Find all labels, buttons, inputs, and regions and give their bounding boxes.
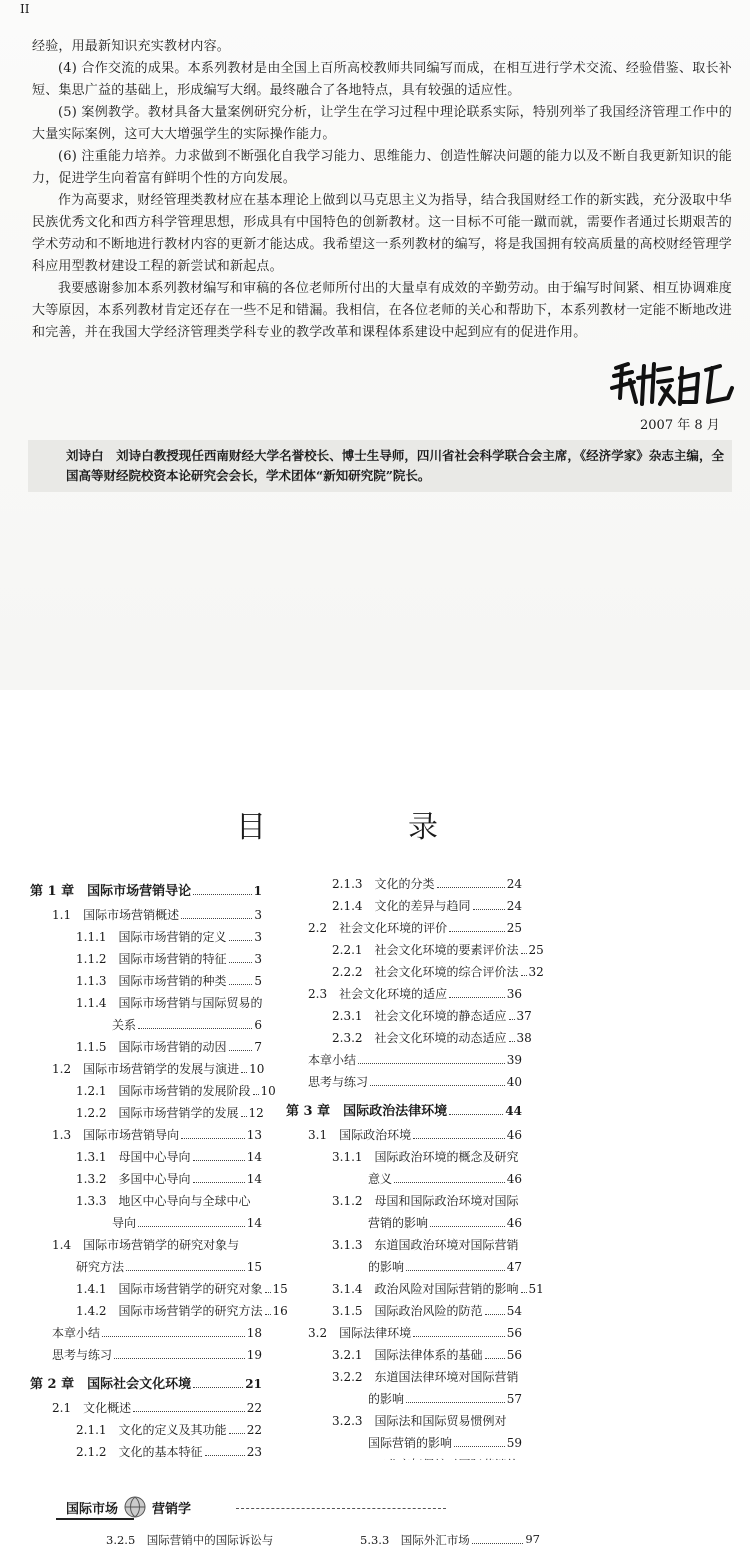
toc-entry bbox=[286, 983, 522, 1005]
dot-leader bbox=[521, 975, 527, 976]
toc-entry-title: 1.3 国际市场营销导向 bbox=[52, 1128, 180, 1142]
toc-entry-page: 15 bbox=[272, 1282, 288, 1296]
preface-paragraph: (4) 合作交流的成果。本系列教材是由全国上百所高校教师共同编写而成，在相互进行学术交流、经验借鉴、取长补短、集思广益的基础上，形成编写大纲。最终融合了各地特点，具有较强的适应性。 bbox=[32, 61, 732, 98]
dot-leader bbox=[406, 1402, 505, 1403]
toc-entry-title: 1.3.1 母国中心导向 bbox=[76, 1150, 191, 1164]
dot-leader bbox=[193, 894, 252, 895]
preface-paragraph: (6) 注重能力培养。力求做到不断强化自我学习能力、思维能力、创造性解决问题的能力以及不断自我更新知识的能力，促进学生向着富有鲜明个性的方向发展。 bbox=[32, 149, 732, 186]
toc-entry-title: 1.2.1 国际市场营销的发展阶段 bbox=[76, 1084, 251, 1098]
toc-entry-title: 2.2 社会文化环境的评价 bbox=[308, 921, 448, 935]
dot-leader bbox=[181, 918, 252, 919]
toc-entry bbox=[30, 1124, 262, 1146]
toc-entry-title: 的影响 bbox=[368, 1392, 405, 1406]
toc-entry-title: 营销的影响 bbox=[368, 1216, 429, 1230]
toc-entry-title: 关系 bbox=[112, 1018, 137, 1032]
header-right-text: 营销学 bbox=[152, 1501, 192, 1517]
toc-entry-title: 1.1.1 国际市场营销的定义 bbox=[76, 930, 227, 944]
toc-entry-page: 44 bbox=[505, 1104, 522, 1118]
toc-entry-page: 40 bbox=[506, 1075, 522, 1089]
preface-paragraph: 作为高要求，财经管理类教材应在基本理论上做到以马克思主义为指导，结合我国财经工作的新实践，充分汲取中华民族优秀文化和西方科学管理思想，形成具有中国特色的创新教材。这一目标不可能一蹴而就，需要作者通过长期艰苦的学术劳动和不断地进行教材内容的更新才能达成。我希望这一系列教材的编写，将是我国拥有较高质量的高校财经管理学科应用型教材建设工程的新尝试和新起点。 bbox=[32, 193, 732, 274]
toc-entry-title: 2.2.2 社会文化环境的综合评价法 bbox=[332, 965, 519, 979]
dot-leader bbox=[485, 1314, 505, 1315]
toc-entry bbox=[30, 1419, 262, 1441]
toc-entry-page: 5 bbox=[254, 974, 262, 988]
toc-entry bbox=[286, 1344, 522, 1366]
toc-entry bbox=[30, 1372, 262, 1397]
dot-leader bbox=[229, 1433, 245, 1434]
toc-entry bbox=[30, 1322, 262, 1344]
toc-entry-title: 3.1 国际政治环境 bbox=[308, 1128, 412, 1142]
toc-entry-title: 3.1.3 东道国政治环境对国际营销 bbox=[332, 1238, 519, 1252]
toc-entry-page: 59 bbox=[506, 1436, 522, 1450]
toc-entry-page: 32 bbox=[528, 965, 544, 979]
dot-leader bbox=[253, 1094, 259, 1095]
toc-entry bbox=[286, 1234, 522, 1256]
dot-leader bbox=[114, 1358, 245, 1359]
dot-leader bbox=[229, 940, 253, 941]
toc-entry-page: 14 bbox=[246, 1216, 262, 1230]
toc-entry bbox=[30, 1036, 262, 1058]
toc-entry bbox=[286, 1300, 522, 1322]
toc-entry-title: 3.2 国际法律环境 bbox=[308, 1326, 412, 1340]
toc-entry bbox=[286, 1432, 522, 1454]
toc-entry-title: 第 1 章 国际市场营销导论 bbox=[30, 884, 192, 899]
dot-leader bbox=[229, 984, 253, 985]
toc-entry-title: 本章小结 bbox=[308, 1053, 357, 1067]
toc-entry-title: 1.3.3 地区中心导向与全球中心 bbox=[76, 1194, 251, 1208]
toc-entry bbox=[30, 1212, 262, 1234]
toc-entry bbox=[286, 1071, 522, 1093]
preface-date: 2007 年 8 月 bbox=[640, 418, 720, 433]
toc-entry bbox=[30, 1278, 288, 1300]
toc-entry-title: 1.1.4 国际市场营销与国际贸易的 bbox=[76, 996, 263, 1010]
toc-entry-title: 3.2.2 东道国法律环境对国际营销 bbox=[332, 1370, 519, 1384]
toc-entry bbox=[286, 1278, 544, 1300]
dot-leader bbox=[229, 1050, 253, 1051]
dot-leader bbox=[449, 997, 505, 998]
toc-entry bbox=[286, 895, 522, 917]
toc-entry bbox=[286, 1410, 522, 1432]
toc-entry-page: 21 bbox=[245, 1377, 262, 1391]
toc-entry bbox=[30, 1234, 262, 1256]
dot-leader bbox=[193, 1387, 243, 1388]
toc-left-column bbox=[30, 873, 288, 1463]
dot-leader bbox=[138, 1226, 245, 1227]
toc-entry-title: 3.1.1 国际政治环境的概念及研究 bbox=[332, 1150, 519, 1164]
author-bio: 刘诗白 刘诗白教授现任西南财经大学名誉校长、博士生导师，四川省社会科学联合会主席，《经济学家》杂志主编，全国高等财经院校资本论研究会会长，学术团体“新知研究院”院长。 bbox=[28, 440, 732, 492]
toc-entry bbox=[30, 1168, 262, 1190]
toc-entry-title: 意义 bbox=[368, 1172, 393, 1186]
toc-entry bbox=[286, 1124, 522, 1146]
toc-entry bbox=[286, 1322, 522, 1344]
toc-entry bbox=[30, 1080, 276, 1102]
toc-entry-page: 39 bbox=[506, 1053, 522, 1067]
toc-entry-title: 1.4.1 国际市场营销学的研究对象 bbox=[76, 1282, 263, 1296]
toc-entry bbox=[30, 904, 262, 926]
dot-leader bbox=[430, 1226, 505, 1227]
toc-entry-title: 国际营销的影响 bbox=[368, 1436, 453, 1450]
toc-entry-page: 56 bbox=[506, 1326, 522, 1340]
toc-entry-title: 2.3 社会文化环境的适应 bbox=[308, 987, 448, 1001]
toc-entry bbox=[286, 1049, 522, 1071]
dot-leader bbox=[449, 931, 505, 932]
toc-entry-title: 的影响 bbox=[368, 1260, 405, 1274]
toc-entry bbox=[286, 1256, 522, 1278]
toc-entry bbox=[286, 1212, 522, 1234]
toc-entry bbox=[30, 879, 262, 904]
toc-entry bbox=[30, 1102, 262, 1124]
dot-leader bbox=[406, 1270, 505, 1271]
toc-entry-page: 38 bbox=[516, 1031, 532, 1045]
toc-entry bbox=[286, 961, 544, 983]
dot-leader bbox=[193, 1182, 245, 1183]
toc-entry-title: 3.2.1 国际法律体系的基础 bbox=[332, 1348, 483, 1362]
toc-entry-title: 本章小结 bbox=[52, 1326, 101, 1340]
toc-entry-page: 16 bbox=[272, 1304, 288, 1318]
dot-leader bbox=[454, 1446, 505, 1447]
toc-entry bbox=[286, 1027, 532, 1049]
next-page bbox=[0, 1460, 750, 1546]
toc-entry-page: 14 bbox=[246, 1172, 262, 1186]
header-dash-line bbox=[236, 1508, 446, 1509]
toc-page bbox=[0, 690, 750, 1460]
toc-entry-title: 2.1 文化概述 bbox=[52, 1401, 132, 1415]
toc-entry-page: 25 bbox=[506, 921, 522, 935]
preface-page bbox=[0, 0, 750, 690]
dot-leader bbox=[265, 1292, 271, 1293]
toc-entry-title: 1.3.2 多国中心导向 bbox=[76, 1172, 191, 1186]
toc-entry bbox=[30, 1014, 262, 1036]
toc-entry-title: 1.4.2 国际市场营销学的研究方法 bbox=[76, 1304, 263, 1318]
toc-entry-title: 2.3.1 社会文化环境的静态适应 bbox=[332, 1009, 507, 1023]
toc-entry bbox=[286, 1168, 522, 1190]
toc-entry-page: 10 bbox=[260, 1084, 276, 1098]
toc-entry-page: 10 bbox=[249, 1062, 265, 1076]
toc-entry bbox=[30, 970, 262, 992]
toc-entry-title: 1.2 国际市场营销学的发展与演进 bbox=[52, 1062, 240, 1076]
dot-leader bbox=[485, 1358, 505, 1359]
dot-leader bbox=[509, 1019, 515, 1020]
toc-entry-page: 51 bbox=[528, 1282, 544, 1296]
dot-leader bbox=[138, 1028, 252, 1029]
toc-entry-title: 2.2.1 社会文化环境的要素评价法 bbox=[332, 943, 519, 957]
toc-entry bbox=[286, 939, 544, 961]
toc-entry bbox=[30, 948, 262, 970]
toc-entry-page: 23 bbox=[246, 1445, 262, 1459]
dot-leader bbox=[437, 887, 505, 888]
dot-leader bbox=[473, 909, 505, 910]
preface-paragraph: (5) 案例教学。教材具备大量案例研究分析，让学生在学习过程中理论联系实际，特别列举了我国经济管理工作中的大量实际案例，这可大大增强学生的实际操作能力。 bbox=[32, 105, 732, 142]
toc-entry bbox=[286, 1099, 522, 1124]
toc-entry-page: 3 bbox=[254, 952, 262, 966]
toc-entry bbox=[30, 1146, 262, 1168]
toc-entry-title: 研究方法 bbox=[76, 1260, 125, 1274]
toc-entry bbox=[30, 1300, 288, 1322]
toc-entry-page: 15 bbox=[246, 1260, 262, 1274]
toc-entry-page: 46 bbox=[506, 1172, 522, 1186]
toc-entry-title: 2.3.2 社会文化环境的动态适应 bbox=[332, 1031, 507, 1045]
dot-leader bbox=[265, 1314, 271, 1315]
dot-leader bbox=[521, 1292, 527, 1293]
toc-entry-page: 57 bbox=[506, 1392, 522, 1406]
running-header bbox=[66, 1496, 191, 1518]
toc-entry-page: 14 bbox=[246, 1150, 262, 1164]
toc-entry-page: 18 bbox=[246, 1326, 262, 1340]
toc-entry-title: 1.1.2 国际市场营销的特征 bbox=[76, 952, 227, 966]
toc-entry-page: 22 bbox=[246, 1423, 262, 1437]
author-signature bbox=[608, 358, 738, 410]
preface-paragraph: 我要感谢参加本系列教材编写和审稿的各位老师所付出的大量卓有成效的辛勤劳动。由于编写时间紧、相互协调难度大等原因，本系列教材肯定还存在一些不足和错漏。我相信，在各位老师的关心和帮助下，本系列教材一定能不断地改进和完善，并在我国大学经济管理类学科专业的教学改革和课程体系建设中起到应有的促进作用。 bbox=[32, 281, 732, 340]
toc-entry bbox=[286, 1388, 522, 1410]
toc-entry bbox=[30, 1256, 262, 1278]
toc-entry bbox=[30, 1344, 262, 1366]
toc-entry-page: 25 bbox=[528, 943, 544, 957]
toc-entry-title: 1.1.3 国际市场营销的种类 bbox=[76, 974, 227, 988]
header-left-text: 国际市场 bbox=[66, 1501, 119, 1517]
toc-entry bbox=[286, 917, 522, 939]
toc-entry-page: 46 bbox=[506, 1128, 522, 1142]
dot-leader bbox=[126, 1270, 245, 1271]
toc-entry: 5.3.3 国际外汇市场 97 bbox=[360, 1532, 540, 1547]
dot-leader bbox=[449, 1114, 503, 1115]
toc-entry-page: 1 bbox=[253, 884, 262, 898]
preface-body bbox=[32, 36, 732, 344]
dot-leader bbox=[181, 1138, 245, 1139]
toc-entry-page: 7 bbox=[254, 1040, 262, 1054]
toc-entry: 3.2.5 国际营销中的国际诉讼与 bbox=[106, 1533, 274, 1547]
toc-title: 目 录 bbox=[236, 810, 494, 845]
toc-entry-title: 3.1.5 国际政治风险的防范 bbox=[332, 1304, 483, 1318]
toc-entry-title: 思考与练习 bbox=[308, 1075, 369, 1089]
toc-entry bbox=[286, 1146, 522, 1168]
toc-entry-title: 第 3 章 国际政治法律环境 bbox=[286, 1104, 448, 1119]
toc-entry-page: 24 bbox=[506, 877, 522, 891]
toc-entry-title: 1.1 国际市场营销概述 bbox=[52, 908, 180, 922]
toc-entry-page: 3 bbox=[254, 908, 262, 922]
toc-entry-title: 2.1.1 文化的定义及其功能 bbox=[76, 1423, 227, 1437]
toc-entry bbox=[30, 1190, 262, 1212]
toc-entry-page: 6 bbox=[254, 1018, 262, 1032]
globe-icon bbox=[124, 1496, 146, 1518]
toc-entry-title: 2.1.2 文化的基本特征 bbox=[76, 1445, 203, 1459]
toc-entry-title: 3.1.4 政治风险对国际营销的影响 bbox=[332, 1282, 519, 1296]
toc-entry-title: 3.2.3 国际法和国际贸易惯例对 bbox=[332, 1414, 507, 1428]
dot-leader bbox=[229, 962, 253, 963]
toc-entry bbox=[30, 926, 262, 948]
toc-entry bbox=[286, 1190, 522, 1212]
toc-entry bbox=[30, 1058, 265, 1080]
toc-entry-page: 13 bbox=[246, 1128, 262, 1142]
dot-leader bbox=[394, 1182, 505, 1183]
toc-entry-page: 54 bbox=[506, 1304, 522, 1318]
dot-leader bbox=[241, 1116, 247, 1117]
toc-entry-title: 导向 bbox=[112, 1216, 137, 1230]
toc-entry-page: 36 bbox=[506, 987, 522, 1001]
toc-entry-title: 1.2.2 国际市场营销学的发展 bbox=[76, 1106, 239, 1120]
bleed-through-text bbox=[40, 510, 720, 534]
toc-entry-title: 2.1.4 文化的差异与趋同 bbox=[332, 899, 471, 913]
toc-entry-title: 思考与练习 bbox=[52, 1348, 113, 1362]
toc-entry bbox=[286, 873, 522, 895]
toc-entry-title: 1.4 国际市场营销学的研究对象与 bbox=[52, 1238, 240, 1252]
toc-entry bbox=[286, 1366, 522, 1388]
toc-entry bbox=[30, 1397, 262, 1419]
toc-entry-page: 24 bbox=[506, 899, 522, 913]
toc-entry-title: 第 2 章 国际社会文化环境 bbox=[30, 1377, 192, 1392]
dot-leader bbox=[102, 1336, 245, 1337]
toc-entry-page: 19 bbox=[246, 1348, 262, 1362]
dot-leader bbox=[205, 1455, 245, 1456]
toc-entry bbox=[30, 992, 262, 1014]
toc-entry-title: 1.1.5 国际市场营销的动因 bbox=[76, 1040, 227, 1054]
dot-leader bbox=[370, 1085, 505, 1086]
dot-leader bbox=[358, 1063, 505, 1064]
toc-entry-page: 12 bbox=[248, 1106, 264, 1120]
toc-entry-title: 2.1.3 文化的分类 bbox=[332, 877, 435, 891]
dot-leader bbox=[241, 1072, 247, 1073]
toc-entry-title: 3.1.2 母国和国际政治环境对国际 bbox=[332, 1194, 519, 1208]
toc-entry-page: 22 bbox=[246, 1401, 262, 1415]
toc-entry bbox=[286, 1005, 532, 1027]
dot-leader bbox=[413, 1138, 505, 1139]
dot-leader bbox=[133, 1411, 245, 1412]
header-underline bbox=[56, 1518, 134, 1520]
dot-leader bbox=[193, 1160, 245, 1161]
dot-leader bbox=[413, 1336, 505, 1337]
toc-entry-page: 46 bbox=[506, 1216, 522, 1230]
dot-leader bbox=[509, 1041, 515, 1042]
dot-leader bbox=[521, 953, 527, 954]
toc-entry-page: 3 bbox=[254, 930, 262, 944]
toc-entry-page: 37 bbox=[516, 1009, 532, 1023]
preface-paragraph: 经验，用最新知识充实教材内容。 bbox=[32, 39, 231, 54]
page-number: II bbox=[20, 2, 30, 16]
toc-right-column bbox=[286, 873, 544, 1498]
toc-entry-page: 47 bbox=[506, 1260, 522, 1274]
toc-entry-page: 56 bbox=[506, 1348, 522, 1362]
